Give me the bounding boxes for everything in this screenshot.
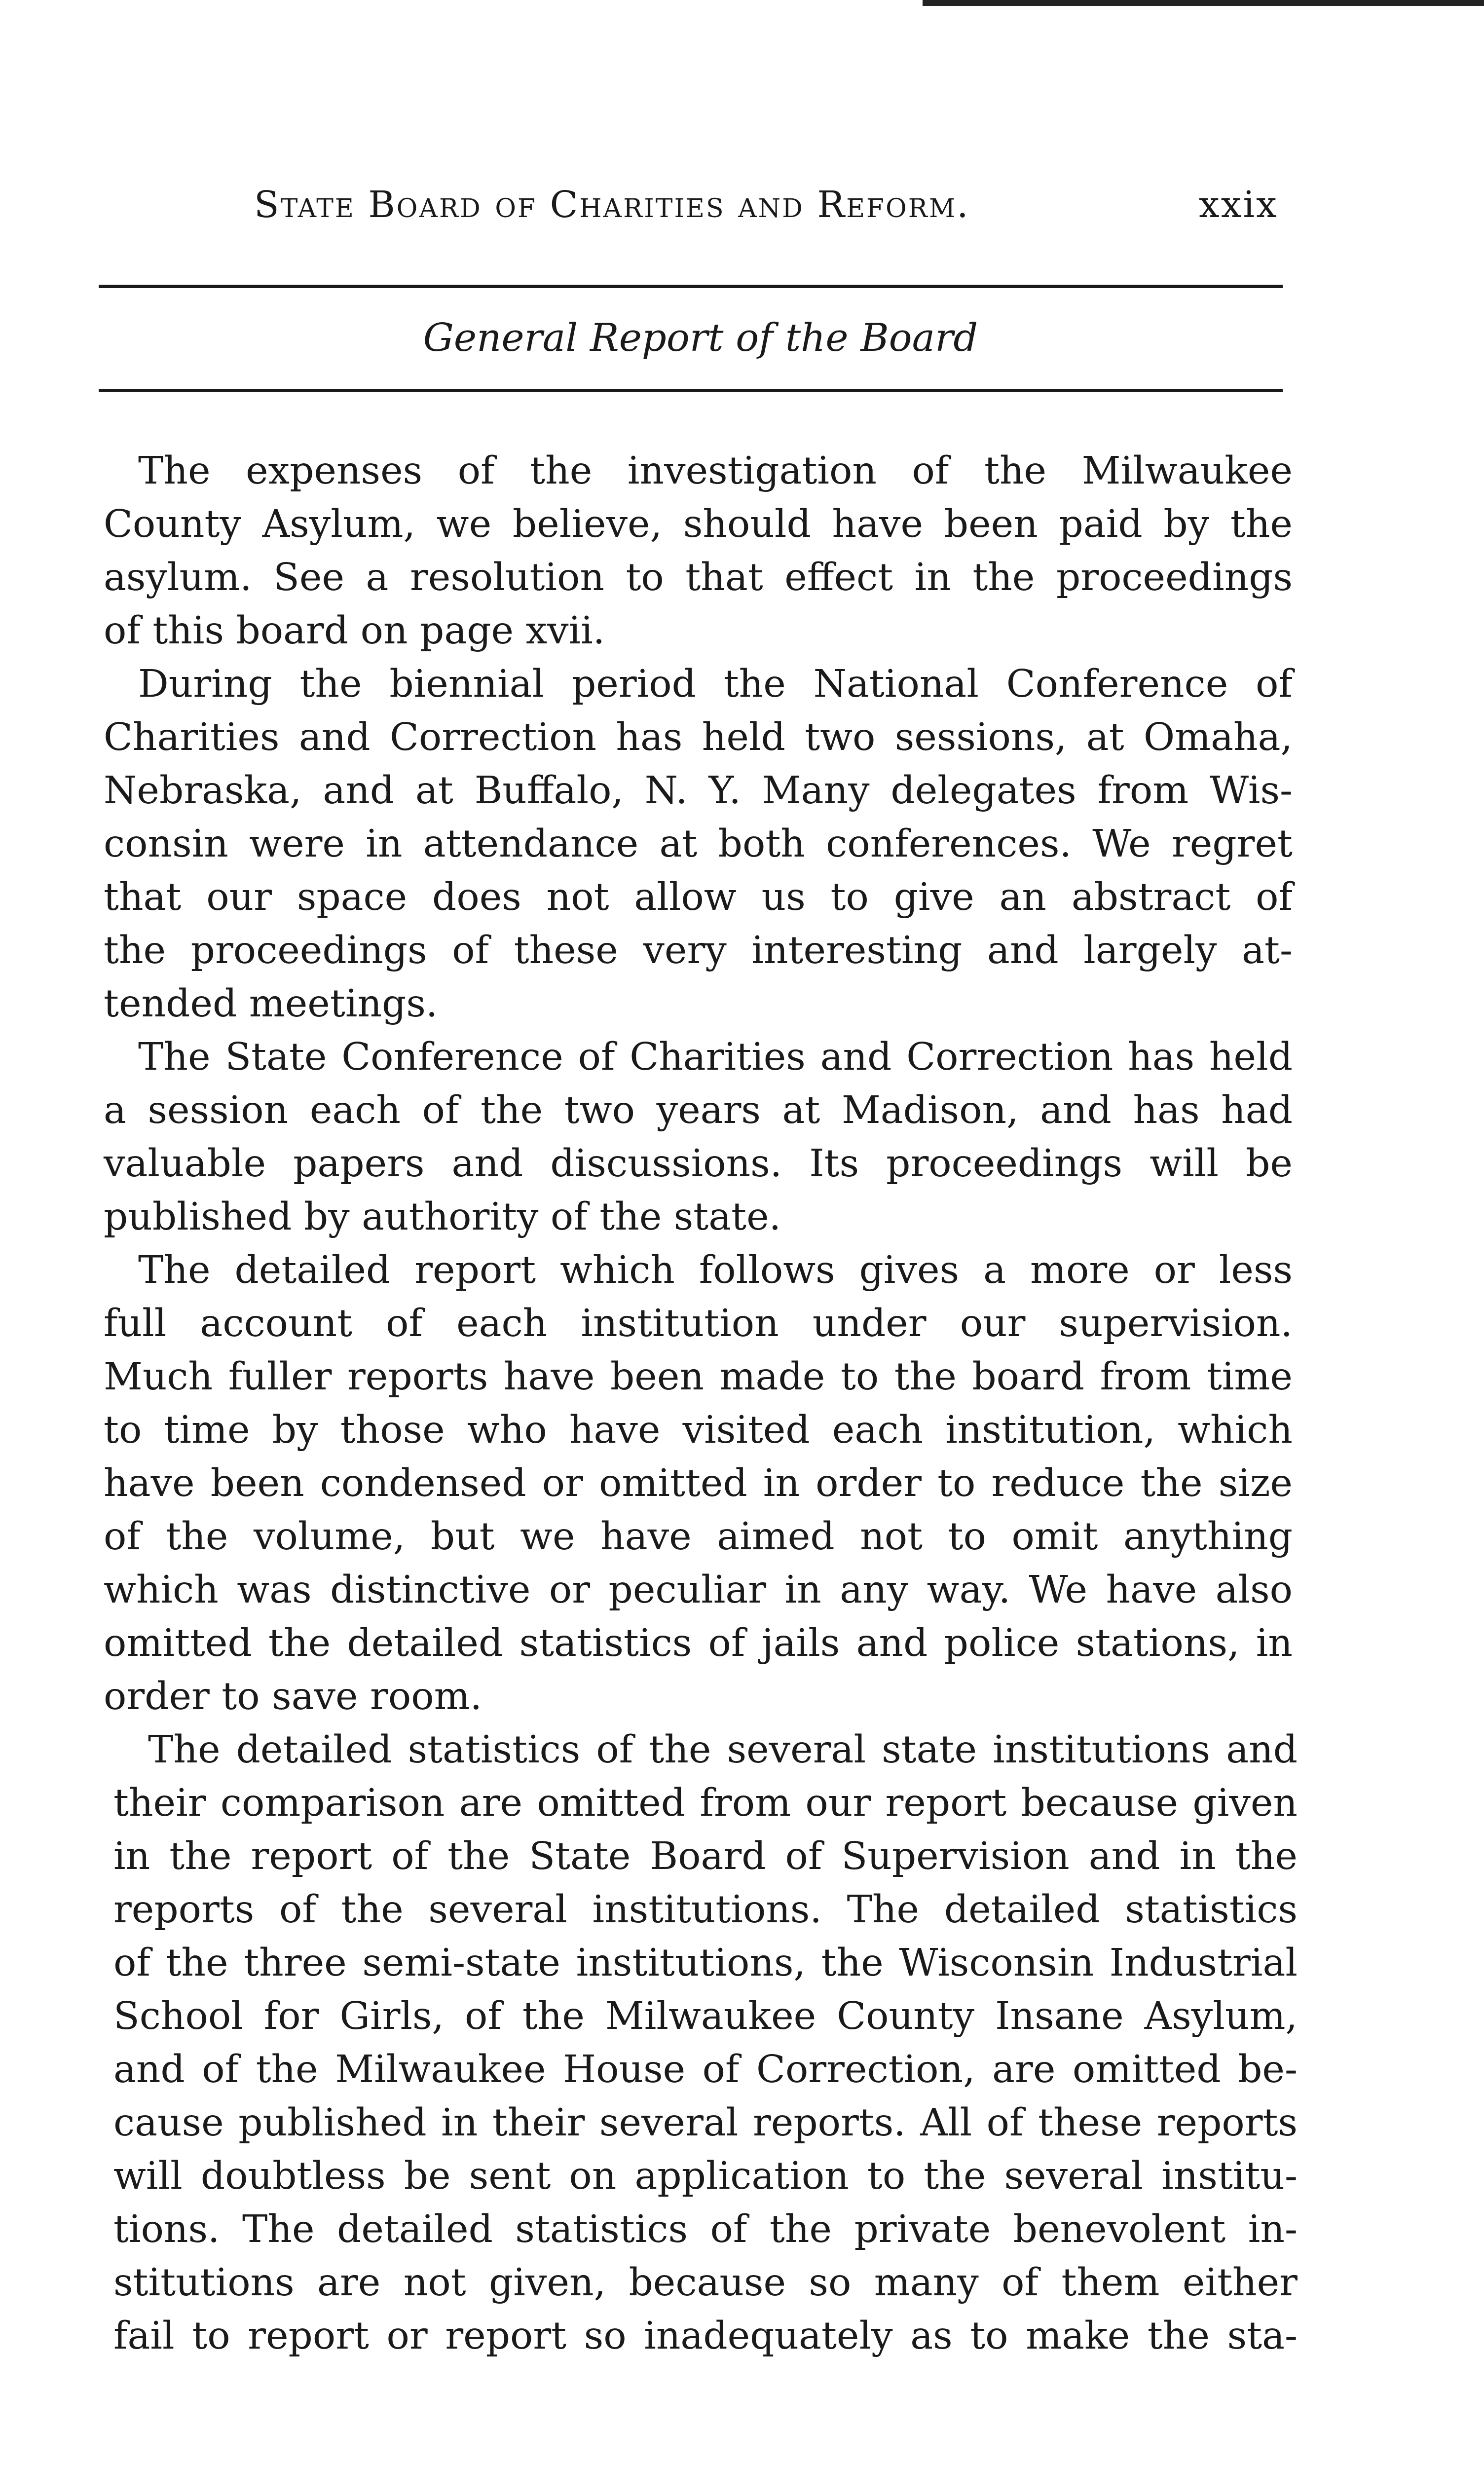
text-line: asylum. See a resolution to that effect in the proceedings — [104, 556, 1293, 599]
text-line: that our space does not allow us to give an abstract of — [104, 875, 1293, 919]
page-edge-line — [923, 0, 1484, 6]
text-line: order to save room. — [104, 1675, 482, 1719]
text-line: The detailed report which follows gives a more or less — [138, 1248, 1293, 1292]
text-line: stitutions are not given, because so many of them either — [113, 2261, 1298, 2305]
text-line: Nebraska, and at Buffalo, N. Y. Many delegates from Wis- — [104, 769, 1293, 813]
text-line: the proceedings of these very interesting and largely at- — [104, 929, 1293, 972]
text-line: cause published in their several reports. All of these reports — [113, 2101, 1298, 2145]
title-rule-top — [99, 285, 1283, 288]
text-line: tions. The detailed statistics of the private benevolent in- — [113, 2207, 1298, 2251]
text-line: their comparison are omitted from our report because given — [113, 1781, 1298, 1825]
text-line: a session each of the two years at Madison, and has had — [104, 1088, 1293, 1132]
text-line: of the three semi-state institutions, the Wisconsin Industrial — [113, 1941, 1298, 1985]
title-rule-bottom — [99, 389, 1283, 392]
text-line: omitted the detailed statistics of jails and police stations, in — [104, 1621, 1293, 1665]
text-line: to time by those who have visited each institution, which — [104, 1408, 1293, 1452]
text-line: reports of the several institutions. The detailed statistics — [113, 1888, 1298, 1932]
text-line: fail to report or report so inadequately as to make the sta- — [113, 2314, 1298, 2358]
text-line: of the volume, but we have aimed not to omit anything — [104, 1515, 1293, 1559]
text-line: full account of each institution under our supervision. — [104, 1302, 1293, 1346]
text-line: have been condensed or omitted in order to reduce the size — [104, 1461, 1293, 1505]
text-line: The expenses of the investigation of the Milwaukee — [138, 449, 1293, 493]
text-line: The State Conference of Charities and Correction has held — [138, 1035, 1293, 1079]
text-line: which was distinctive or peculiar in any way. We have also — [104, 1568, 1293, 1612]
running-head: State Board of Charities and Reform. — [254, 184, 970, 226]
page-number: xxix — [1199, 184, 1278, 226]
text-line: Much fuller reports have been made to the board from time — [104, 1355, 1293, 1399]
section-title: General Report of the Board — [423, 316, 978, 360]
text-line: valuable papers and discussions. Its proceedings will be — [104, 1142, 1293, 1186]
text-line: consin were in attendance at both conferences. We regret — [104, 822, 1293, 866]
text-line: School for Girls, of the Milwaukee County Insane Asylum, — [113, 1994, 1298, 2038]
text-line: During the biennial period the National Conference of — [138, 662, 1293, 706]
text-line: Charities and Correction has held two sessions, at Omaha, — [104, 715, 1293, 759]
text-line: of this board on page xvii. — [104, 609, 605, 653]
text-line: tended meetings. — [104, 982, 438, 1026]
text-line: published by authority of the state. — [104, 1195, 781, 1239]
text-line: in the report of the State Board of Supervision and in the — [113, 1834, 1298, 1878]
text-line: County Asylum, we believe, should have been paid by the — [104, 502, 1293, 546]
text-line: The detailed statistics of the several state institutions and — [148, 1728, 1298, 1772]
text-line: and of the Milwaukee House of Correction, are omitted be- — [113, 2048, 1298, 2092]
text-line: will doubtless be sent on application to the several institu- — [113, 2154, 1298, 2198]
